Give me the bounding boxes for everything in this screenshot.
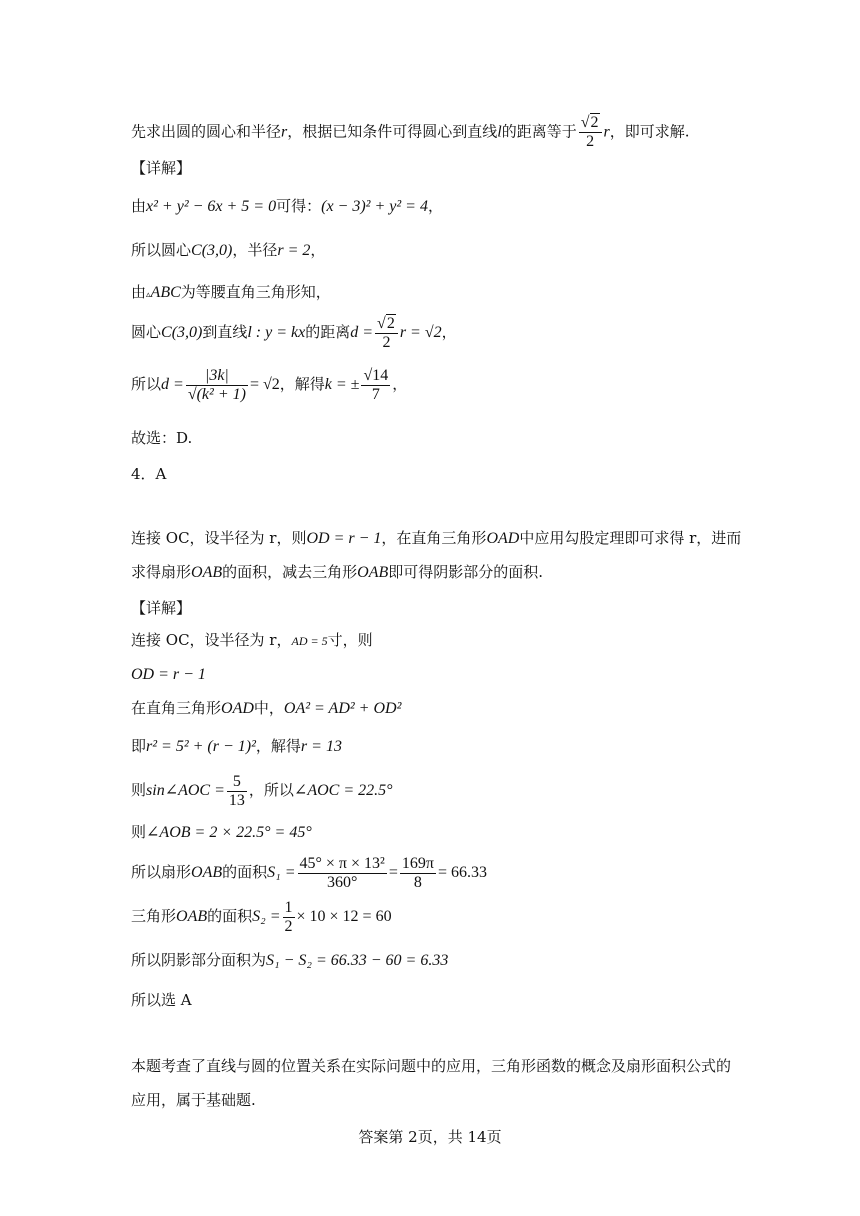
triangle-icon: ▵ [146, 290, 151, 300]
q4-detail-2: OD = r − 1 [131, 666, 206, 683]
line-symbol: l [497, 123, 502, 141]
sqrt2-over-2: $\frac{√2}{2}$ [579, 114, 602, 151]
q4-detail-heading: 【详解】 [131, 599, 192, 617]
q4-summary-1: 本题考查了直线与圆的位置关系在实际问题中的应用，三角形函数的概念及扇形面积公式的 [131, 1057, 732, 1075]
q4-analysis-2: 求得扇形OAB的面积，减去三角形OAB即可得阴影部分的面积. [131, 563, 544, 581]
q4-summary-2: 应用，属于基础题. [131, 1091, 256, 1109]
line-equation: l : y = kx [247, 324, 306, 341]
distance-fraction: $\frac{|3k|}{\text{√(k² + 1)}}$ [187, 366, 246, 403]
q3-line-2: 所以圆心C(3,0)，半径r = 2， [131, 241, 326, 259]
q4-detail-7: 所以扇形OAB的面积S₁ = $\frac{\text{45° × π × 13²}}{360^\circ}$ = $\frac{169\pi}{8}$ = 66.33 [131, 854, 487, 891]
q3-line-3: 由▵ABC为等腰直角三角形知， [131, 283, 331, 301]
q3-line-4: 圆心C(3,0)到直线l : y = kx的距离d = $\frac{√2}{2}$ r = √2， [131, 314, 457, 351]
q4-detail-9: 所以阴影部分面积为S₁ − S₂ = 66.33 − 60 = 6.33 [131, 951, 449, 969]
q4-analysis-1: 连接 OC，设半径为 r，则OD = r − 1，在直角三角形OAD中应用勾股定理即可求得 r，进而 [131, 529, 742, 547]
q3-line-5: 所以d = $\frac{|3k|}{\text{√(k² + 1)}}$ = √2，解得k = ± $\frac{√14}{7}$ ， [131, 366, 408, 403]
q4-detail-3: 在直角三角形OAD中，OA² = AD² + OD² [131, 699, 402, 717]
q4-detail-5: 则sin∠AOC = $\frac{5}{13}$ ，所以∠AOC = 22.5° [131, 772, 393, 809]
q4-detail-8: 三角形OAB的面积S₂ = $\frac{1}{2}$ × 10 × 12 = 60 [131, 898, 392, 935]
circle-equation: x² + y² − 6x + 5 = 0 [146, 198, 277, 215]
q4-detail-1: 连接 OC，设半径为 r，AD = 5寸，则 [131, 631, 373, 649]
q4-detail-6: 则∠AOB = 2 × 22.5° = 45° [131, 823, 312, 841]
page-footer: 答案第 2页，共 14页 [358, 1128, 502, 1146]
circle-center: C(3,0) [191, 242, 233, 259]
q3-choice: 故选：D. [131, 429, 193, 447]
q3-analysis: 先求出圆的圆心和半径r，根据已知条件可得圆心到直线l的距离等于 $\frac{√2}{2}$ r，即可求解. [131, 114, 690, 150]
circle-standard-form: (x − 3)² + y² = 4 [321, 198, 428, 215]
q4-detail-4: 即r² = 5² + (r − 1)²，解得r = 13 [131, 737, 342, 755]
q3-detail-heading: 【详解】 [131, 159, 192, 177]
q4-detail-10: 所以选 A [131, 991, 192, 1009]
circle-radius: r = 2 [277, 242, 311, 259]
q3-line-1: 由x² + y² − 6x + 5 = 0可得：(x − 3)² + y² = 4， [131, 197, 443, 215]
radius-symbol: r [281, 123, 288, 141]
q4-label: 4．A [131, 465, 167, 483]
